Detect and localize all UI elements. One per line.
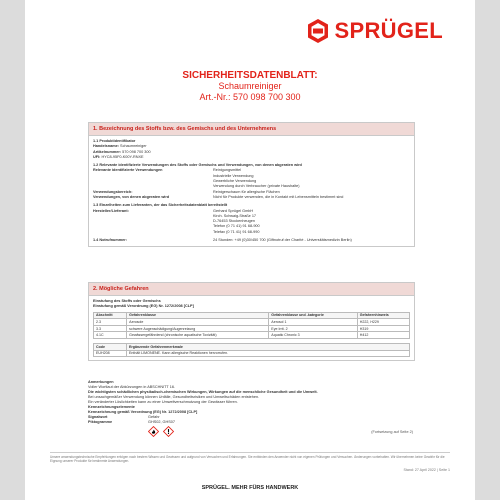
document-page	[25, 0, 475, 500]
subsection-2-1: Einstufung des Stoffs oder Gemischs	[93, 299, 161, 303]
ghs02-flame-icon	[148, 426, 159, 437]
supplementary-table-header: Code Ergänzende Gefahrenmerkmale	[94, 343, 410, 350]
artikelnr-row: Artikelnummer: 570 098 700 300	[93, 149, 151, 154]
ufi-row: UFI: HYC8-95F0-K00Y-RNXE	[93, 154, 144, 159]
subsection-2-1-clp: Einstufung gemäß Verordnung (EG) Nr. 1272/2008 [CLP]	[93, 304, 194, 309]
section-1-heading: 1. Bezeichnung des Stoffs bzw. des Gemischs und des Unternehmens	[89, 123, 414, 136]
section-2-body	[89, 296, 414, 360]
emergency-row: 1.4 Notrufnummer: 24 Stunden: +49 (0)30/450 700 (Giftnotruf der Charité - Universitätsmedizin Berlin)	[93, 238, 352, 243]
table-row: EUH208 Enthält LIMONENE. Kann allergische Reaktionen hervorrufen.	[94, 350, 410, 357]
footer-disclaimer: Unsere anwendungstechnische Empfehlungen erfolgen nach bestem Wissen und Gewissen und aufgrund von Versuchen und Erfahrungen. Sie entbinden den Anwender nicht von eigenen Prüfungen und Versuchen. Änderungen vorbehalten. Wir übernehmen keine Gewähr für die Eignung unserer Produkte für bestimmte Anwendungen.	[50, 455, 445, 464]
section-2-heading: 2. Mögliche Gefahren	[89, 283, 414, 296]
effects-text: Bei unsachgemäßer Verwendung können Unfälle, Gesundheitsrisiken und Umweltschäden entstehen.	[88, 395, 260, 399]
supplementary-hazard-table	[93, 343, 410, 357]
label-elements-heading: Kennzeichnungselemente	[88, 405, 135, 409]
signal-word-row: Signalwort Gefahr	[88, 415, 160, 419]
pictogram-row: Piktogramme GHS02, GHS07	[88, 420, 176, 424]
brand-mark-icon	[305, 18, 331, 44]
hazard-table	[93, 312, 410, 339]
hazard-table-header: Abschnitt Gefahrenklasse Gefahrenklasse und -kategorie Gefahrenhinweis	[94, 312, 410, 319]
ghs07-exclamation-icon	[163, 426, 174, 437]
usage-row: Verwendungsbereich: Reinigerschaum für allergische Flächen	[93, 189, 280, 194]
footer-date: Stand: 27 April 2022 | Seite 1	[403, 468, 450, 472]
subsection-1-3: 1.3 Einzelheiten zum Lieferanten, der das Sicherheitsdatenblatt bereitstellt	[93, 203, 228, 208]
section-1-body	[89, 136, 414, 246]
supplier-row: Hersteller/Lieferant: Gerhard Sprügel GmbH Kirch. Schwaig-Straße 17 D-76453 Stockenheugen Telefon (0 71 41) 91 68-900 Telefax (0 71 41) 91 68-990	[93, 208, 260, 234]
effects-text-2: Ein veränderter Löslichkeiten kann zu einer Umweltverschmutzung der Gewässer führen.	[88, 400, 238, 404]
table-row: 2.3 Aerosole Aerosol 1 H222, H229	[94, 319, 410, 326]
table-row: 3.3 schwere Augenschädigung/Augenreizung Eye Irrit. 2 H319	[94, 325, 410, 332]
subsection-1-1: 1.1 Produktidentifikator	[93, 139, 136, 143]
subsection-1-2: 1.2 Relevante identifizierte Verwendungen des Stoffs oder Gemischs und Verwendungen, von denen abgeraten wird	[93, 163, 302, 168]
notes-heading: Anmerkungen	[88, 380, 114, 384]
section-1	[88, 122, 415, 247]
brand-logo	[305, 18, 443, 44]
effects-heading: Die wichtigsten schädlichen physikalisch-chemischen Wirkungen, Wirkungen auf die menschliche Gesundheit und die Umwelt.	[88, 390, 318, 394]
continued-note: (Fortsetzung auf Seite 2)	[371, 430, 413, 434]
document-title-block	[25, 70, 475, 103]
article-number: Art.-Nr.: 570 098 700 300	[199, 92, 301, 102]
product-name: Schaumreiniger	[218, 81, 282, 91]
uses-row: Relevante identifizierte Verwendungen Reinigungsmittel Industrielle Verwendung Gewerbliche Verwendung Verwendung durch Verbraucher (private Haushalte)	[93, 168, 300, 189]
handelsname-row: Handelsname: Schaumreiniger	[93, 144, 147, 149]
footer-brand-line: SPRÜGEL. MEHR FÜRS HANDWERK	[201, 485, 299, 491]
supplier-address: Gerhard Sprügel GmbH Kirch. Schwaig-Straße 17 D-76453 Stockenheugen Telefon (0 71 41) 91 68-900 Telefax (0 71 41) 91 68-990	[213, 208, 260, 234]
document-title: SICHERHEITSDATENBLATT:	[182, 70, 318, 81]
section-2	[88, 282, 415, 361]
uses-list: Reinigungsmittel Industrielle Verwendung Gewerbliche Verwendung Verwendung durch Verbraucher (private Haushalte)	[213, 168, 300, 189]
notes-text: Voller Wortlaut der Abkürzungen in ABSCHNITT 16.	[88, 385, 176, 389]
table-row: 4.1C Gewässergefährdend (chronische aquatische Toxizität) Aquatic Chronic 3 H412	[94, 332, 410, 339]
footer-divider	[50, 452, 450, 453]
section-2-continued	[88, 380, 413, 437]
advised-row: Verwendungen, von denen abgeraten wird Nicht für Produkte verwenden, die in Kontakt mit Lebensmitteln bestimmt sind	[93, 194, 344, 199]
label-elements-clp: Kennzeichnung gemäß Verordnung (EG) Nr. 1272/2008 [CLP]	[88, 410, 198, 414]
pictograms	[88, 426, 413, 437]
brand-name: SPRÜGEL	[334, 18, 443, 43]
